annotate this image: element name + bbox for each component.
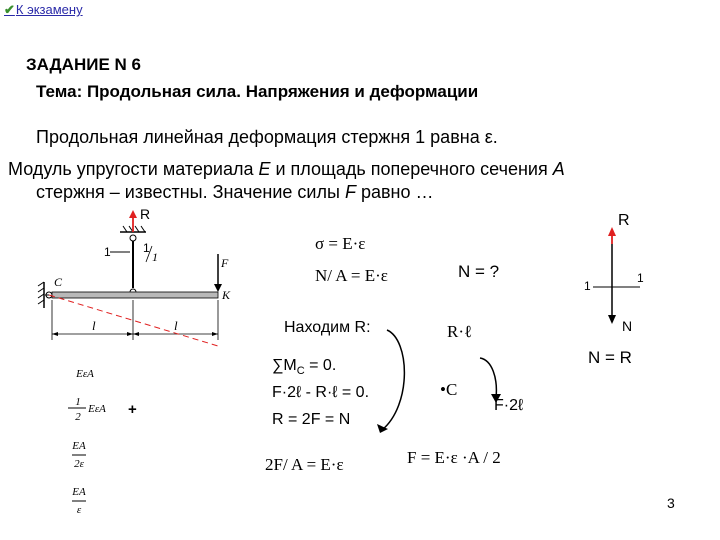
free-body-diagram [593,227,640,324]
correct-option-marker: + [128,401,137,418]
option-2-numerator: 1 [75,396,81,408]
hatch [141,226,145,232]
option-2-denominator: 2 [75,411,81,423]
dim-tick [52,332,58,336]
figure-label-f-lower: 1 [152,250,158,264]
equation-stress: σ = E·ε [315,234,366,253]
statement-text: стержня – известны. Значение силы [36,182,345,202]
hatch [38,288,44,292]
r-equation: R = 2F = N [272,411,351,428]
moment-r-l: R·ℓ [447,322,473,341]
page-number: 3 [667,495,675,511]
dim-tick [133,332,139,336]
beam [52,292,218,298]
statement-line-1: Продольная линейная деформация стержня 1 равна ε. [36,127,498,147]
figure-label-r: R [140,206,151,222]
moment-equation: F·2ℓ - R·ℓ = 0. [272,384,370,401]
force-f-head [214,284,222,292]
option-2-fraction[interactable]: EεA [88,403,106,415]
deformed-beam-line [49,295,218,346]
sum-moments [272,357,336,377]
option-4-denominator: ε [76,504,82,516]
sum-text: = 0. [304,357,337,374]
structure-figure [38,210,222,346]
figure-label-1: 1 [104,245,111,259]
statement-text: Модуль упругости материала [8,159,259,179]
symbol-E: E [258,159,271,179]
option-3-numerator[interactable]: EA [72,440,86,452]
figure-label-k: K [222,288,231,302]
find-r-label: Находим R: [284,319,371,336]
figure-label-l1: l [92,318,96,333]
fbd-label-r: R [618,212,630,229]
hatch [38,282,44,286]
fbd-r-head [608,227,616,236]
option-3-denominator: 2ε [74,458,84,470]
fbd-label-1-right: 1 [637,271,644,285]
fbd-n-head [608,315,616,324]
back-to-exam-label: К экзамену [15,2,83,17]
hatch [38,294,44,298]
statement-text: и площадь поперечного сечения [270,159,553,179]
final-equation: 2F/ A = E·ε [265,455,344,474]
symbol-A: A [552,159,565,179]
task-topic: Тема: Продольная сила. Напряжения и деформации [36,82,479,101]
figure-label-l2: l [174,318,178,333]
hatch [38,300,44,304]
sum-subscript: C [296,365,305,378]
option-4-numerator[interactable]: EA [72,486,86,498]
n-equals-r: N = R [588,348,632,367]
figure-label-c: C [54,275,63,289]
curved-arrow-right [480,358,496,398]
rod-hinge-top [130,235,136,241]
symbol-F: F [344,182,356,202]
dim-tick [127,332,133,336]
hatch [135,226,139,232]
task-heading: ЗАДАНИЕ N 6 [26,55,141,74]
equation-n-over-a: N/ A = E·ε [315,266,388,285]
statement-text: равно … [355,182,434,202]
fbd-label-n: N [622,318,633,334]
figure-label-1b: 1 [143,241,150,255]
figure-label-force-f: F [221,256,229,270]
point-c: •C [440,380,458,399]
fbd-label-1-left: 1 [584,279,591,293]
answer-equation: F = E·ε ·A / 2 [407,448,501,467]
moment-f-2l: F·2ℓ [494,397,524,414]
r-arrow-head [129,210,137,218]
sum-text: ∑M [272,357,297,374]
option-1[interactable]: EεA [76,368,94,380]
hatch [123,226,127,232]
equation-n-unknown: N = ? [458,262,500,281]
curved-arrow-left [382,330,404,430]
check-icon: ✔ [4,2,15,17]
dim-tick [212,332,218,336]
